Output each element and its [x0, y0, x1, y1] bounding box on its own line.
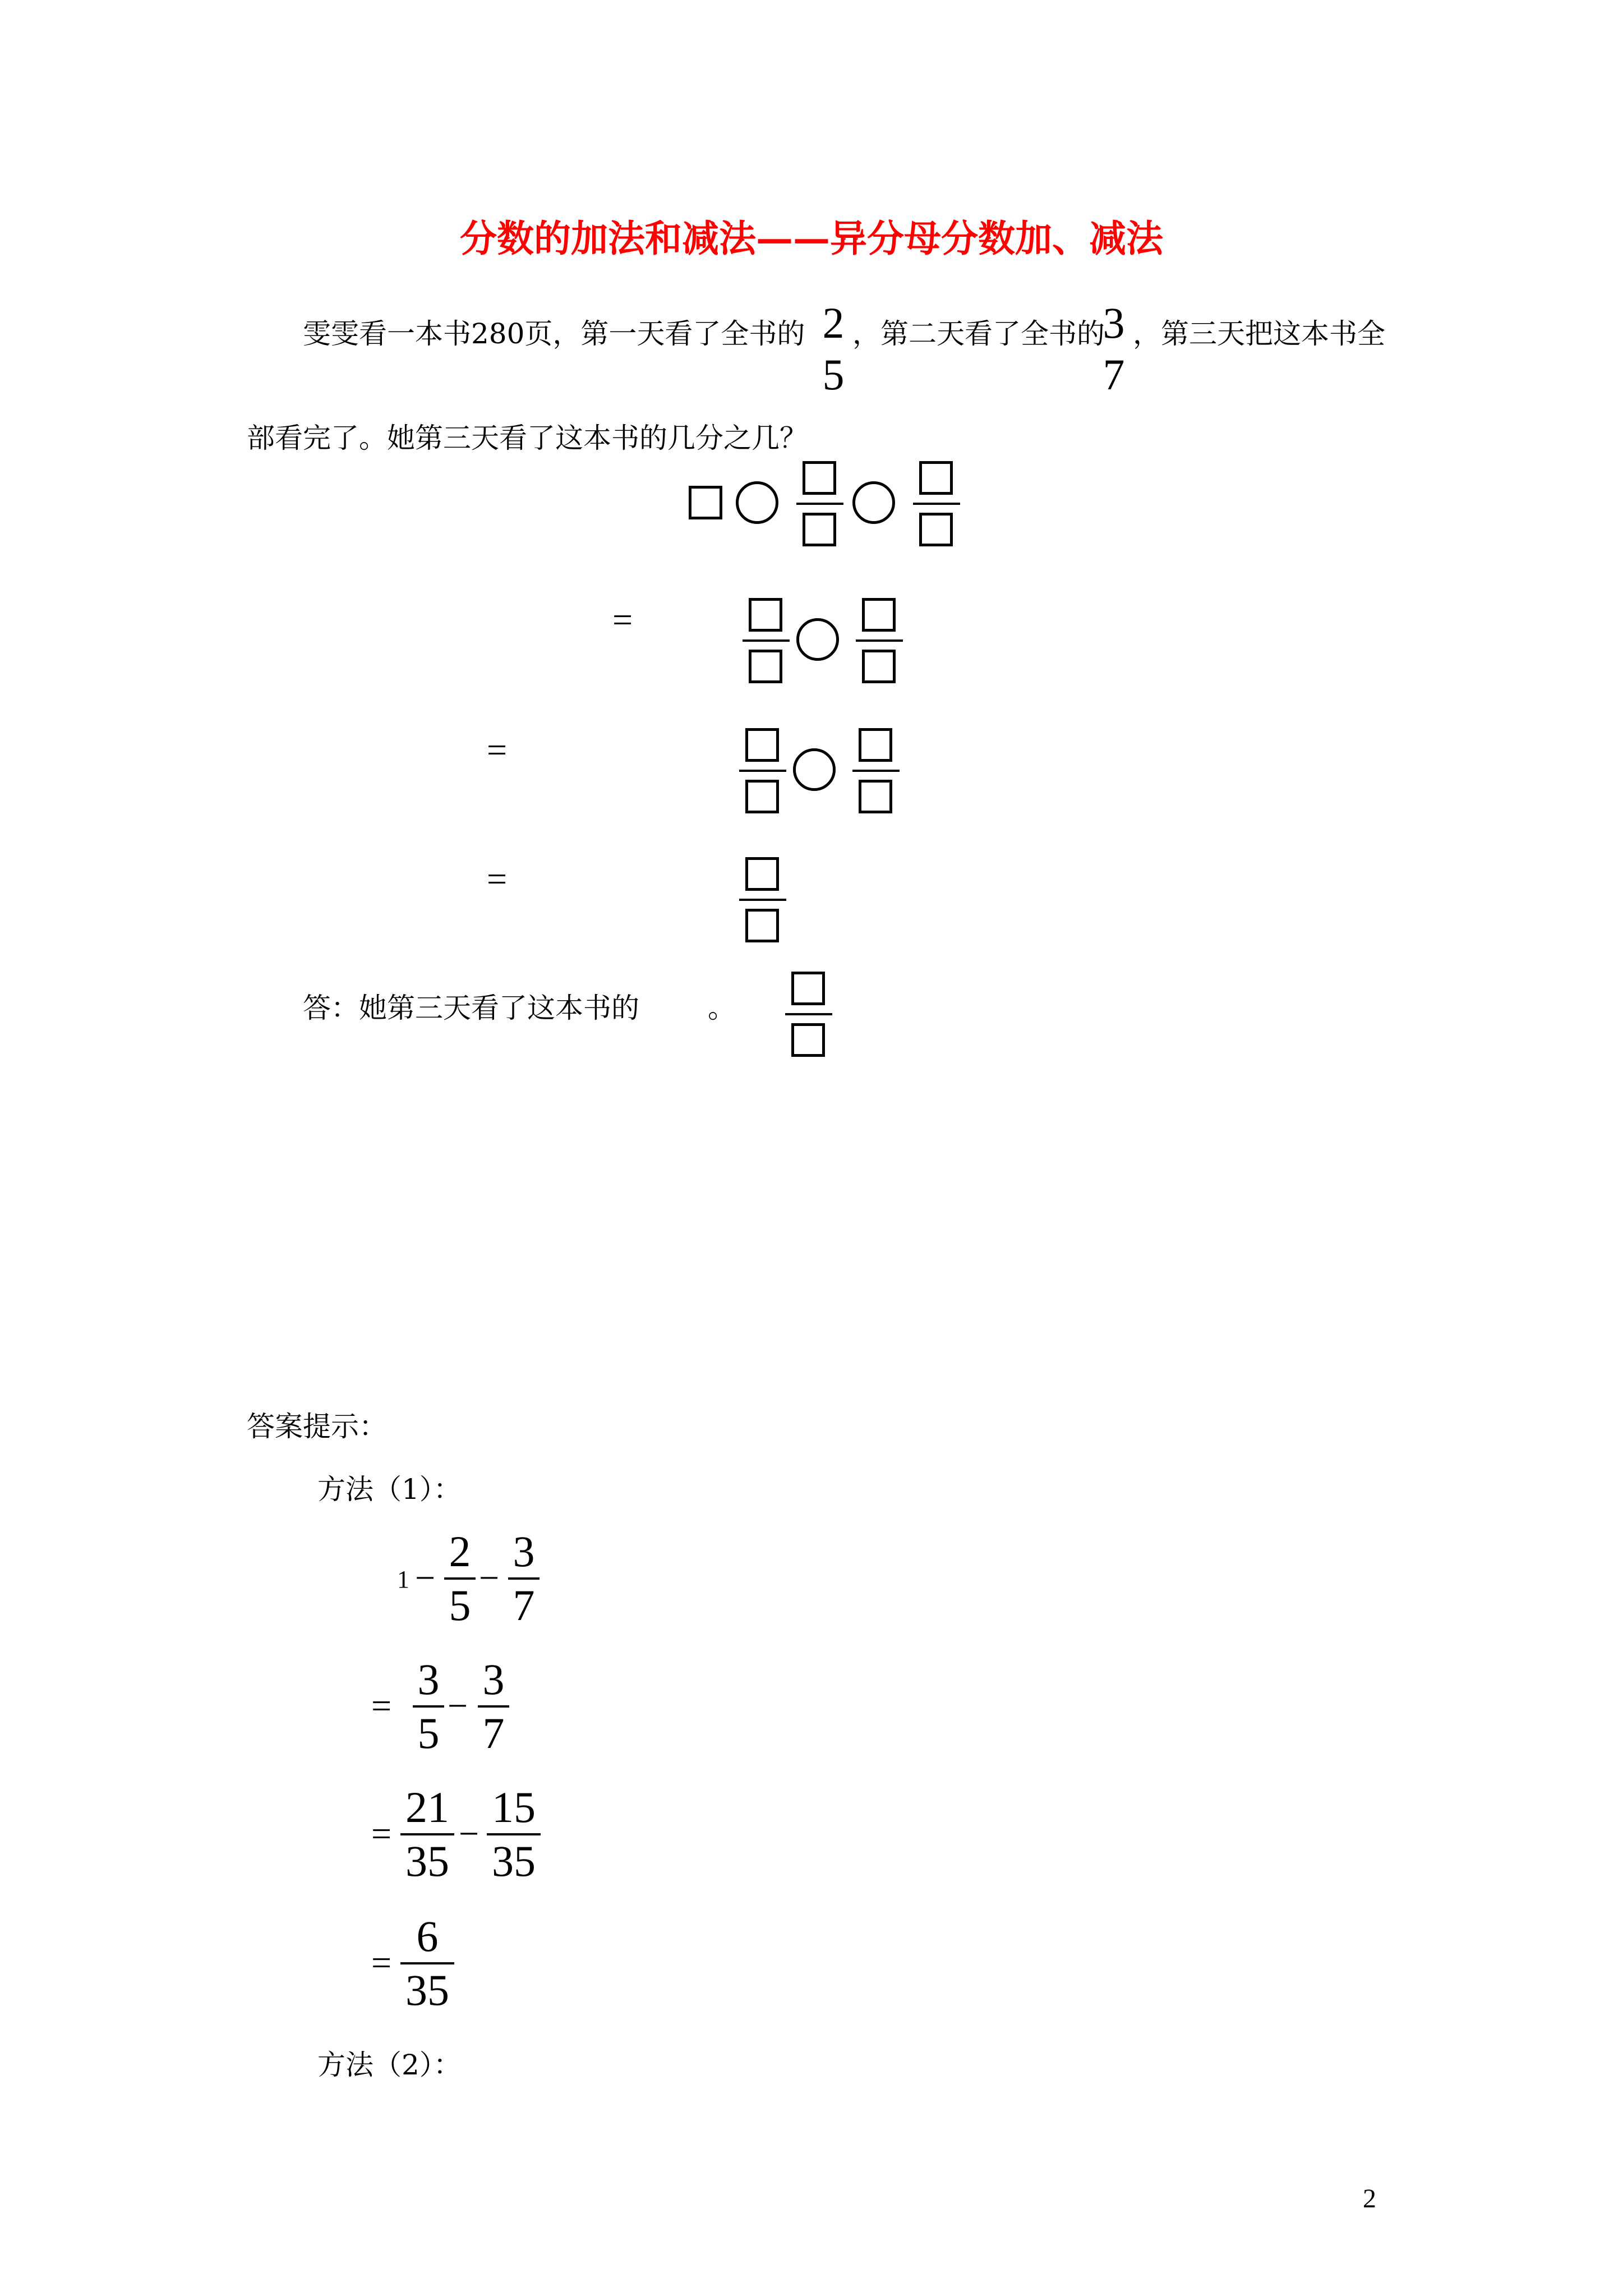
equals-sign: = [371, 1686, 392, 1726]
solution-fraction [478, 1654, 509, 1759]
fraction-denominator: 5 [417, 1709, 440, 1757]
solution-fraction [400, 1911, 454, 2016]
answer-text: 答：她第三天看了这本书的 [303, 992, 639, 1024]
blank-numerator-box [859, 728, 892, 762]
blank-fraction [852, 728, 900, 813]
fraction-bar [852, 770, 900, 772]
fraction-denominator: 35 [405, 1837, 449, 1885]
fraction-bar [739, 899, 786, 901]
blank-fraction [743, 598, 790, 683]
problem-fraction-2-5 [818, 297, 849, 401]
fraction-denominator: 5 [822, 350, 845, 399]
blank-denominator-box [859, 780, 892, 813]
blank-fraction [739, 728, 786, 813]
blank-fraction [913, 461, 960, 546]
fraction-numerator: 2 [449, 1527, 471, 1576]
fraction-denominator: 7 [1103, 350, 1125, 399]
blank-denominator-box [749, 650, 782, 683]
method-2-label: 方法（2）： [317, 2049, 462, 2081]
fraction-numerator: 3 [1103, 298, 1125, 347]
fraction-numerator: 21 [405, 1783, 449, 1832]
solution-fraction [413, 1654, 444, 1759]
answer-blank-fraction [785, 972, 832, 1057]
page-title: 分数的加法和减法——异分母分数加、减法 [460, 217, 1163, 260]
minus-sign: − [479, 1558, 500, 1598]
solution-fraction [508, 1526, 540, 1631]
problem-text-part2: ，第二天看了全书的 [852, 318, 1105, 350]
blank-denominator-box [745, 909, 779, 942]
blank-fraction [796, 461, 843, 546]
minus-sign: − [459, 1814, 479, 1853]
equals-sign: = [487, 859, 508, 899]
fraction-numerator: 3 [513, 1527, 535, 1576]
minus-sign: − [415, 1558, 436, 1598]
equals-sign: = [487, 730, 508, 770]
solution-fraction [444, 1526, 476, 1631]
blank-operator-circle [736, 481, 778, 524]
blank-numerator-box [803, 461, 836, 495]
blank-denominator-box [803, 513, 836, 546]
problem-text-line2: 部看完了。她第三天看了这本书的几分之几？ [247, 422, 808, 454]
fraction-numerator: 3 [417, 1655, 440, 1704]
blank-fraction [739, 857, 786, 942]
blank-operator-circle [793, 748, 836, 791]
blank-operator-circle [852, 481, 895, 524]
equals-sign: = [371, 1814, 392, 1853]
fraction-denominator: 7 [513, 1581, 535, 1630]
blank-denominator-box [745, 780, 779, 813]
fraction-numerator: 3 [482, 1655, 505, 1704]
fraction-bar [743, 639, 790, 642]
solution-fraction [400, 1782, 454, 1887]
hint-title: 答案提示： [247, 1410, 387, 1443]
blank-numerator-box [745, 857, 779, 891]
blank-denominator-box [791, 1023, 825, 1057]
fraction-denominator: 7 [482, 1709, 505, 1757]
fraction-bar [796, 503, 843, 505]
equals-sign: = [612, 600, 633, 639]
fraction-bar [739, 770, 786, 772]
blank-operator-circle [796, 618, 839, 661]
minus-sign: − [448, 1686, 468, 1726]
fraction-numerator: 2 [822, 298, 845, 347]
blank-numerator-box [745, 728, 779, 762]
blank-numerator-box [862, 598, 896, 632]
page-number: 2 [1363, 2184, 1376, 2214]
blank-denominator-box [919, 513, 953, 546]
fraction-numerator: 15 [492, 1783, 536, 1832]
method-1-label: 方法（1）： [317, 1473, 462, 1506]
fraction-numerator: 6 [416, 1912, 439, 1961]
solution-fraction [487, 1782, 541, 1887]
fraction-denominator: 35 [492, 1837, 536, 1885]
blank-numerator-box [791, 972, 825, 1005]
problem-text-part1: 雯雯看一本书280页，第一天看了全书的 [303, 318, 805, 350]
blank-fraction [856, 598, 903, 683]
fraction-bar [785, 1013, 832, 1015]
fraction-bar [913, 503, 960, 505]
equals-sign: = [371, 1943, 392, 1982]
fraction-denominator: 5 [449, 1581, 471, 1630]
fraction-bar [856, 639, 903, 642]
blank-box [689, 486, 722, 519]
problem-text-part3: ，第三天把这本书全 [1133, 318, 1385, 350]
blank-denominator-box [862, 650, 896, 683]
problem-fraction-3-7 [1098, 297, 1129, 401]
fraction-denominator: 35 [405, 1966, 449, 2014]
blank-numerator-box [919, 461, 953, 495]
number-one: 1 [397, 1566, 409, 1593]
blank-numerator-box [749, 598, 782, 632]
answer-period: 。 [708, 992, 736, 1024]
